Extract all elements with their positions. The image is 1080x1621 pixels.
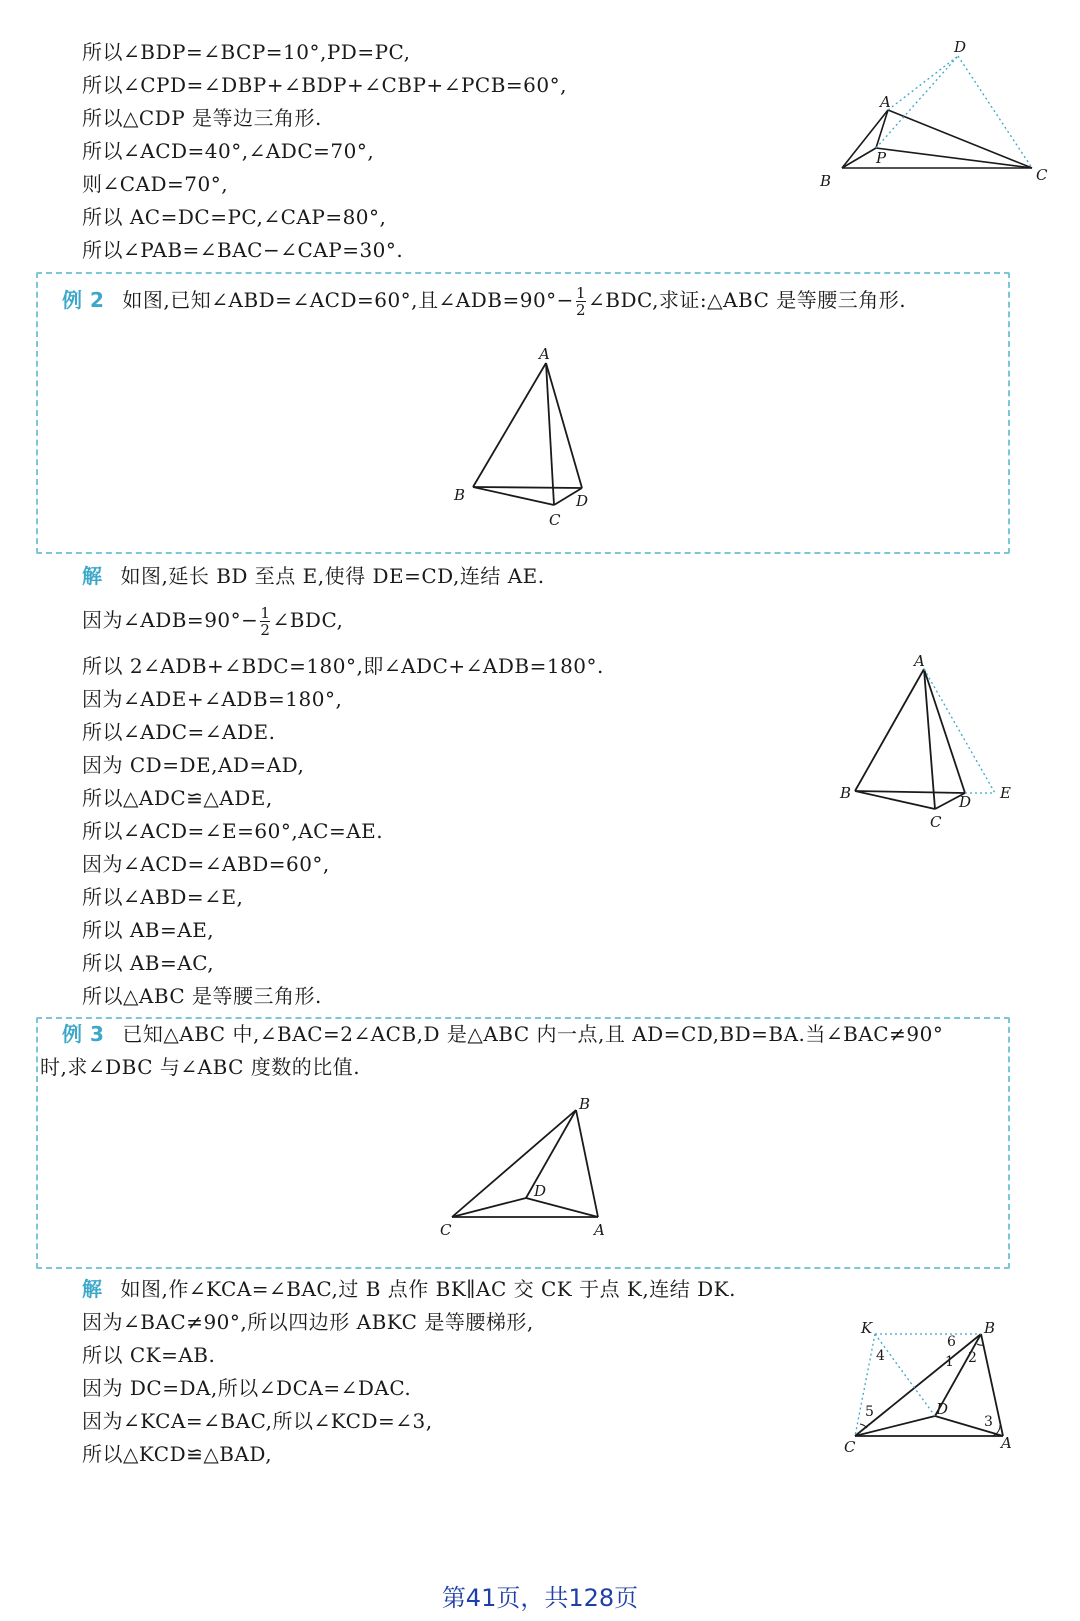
fraction-half: $\frac{1}{2}$ <box>575 284 586 319</box>
example-2-text-before: 如图,已知∠ABD=∠ACD=60°,且∠ADB=90°− <box>122 288 574 312</box>
figure-top <box>820 38 1060 200</box>
figure-solution-3 <box>840 1318 1040 1468</box>
point-label-b: B <box>840 784 852 802</box>
point-label-b: B <box>984 1319 996 1337</box>
text-line: 因为∠ADE+∠ADB=180°, <box>82 687 343 711</box>
text-line: 所以 2∠ADB+∠BDC=180°,即∠ADC+∠ADB=180°. <box>82 654 604 678</box>
angle-label-1: 1 <box>945 1354 954 1370</box>
text-line: 所以 AB=AE, <box>82 918 215 942</box>
segment-dc-dotted <box>958 56 1032 168</box>
text-line: 所以 AB=AC, <box>82 951 215 975</box>
text-line: 因为∠BAC≠90°,所以四边形 ABKC 是等腰梯形, <box>82 1310 534 1334</box>
segment-bd <box>473 487 582 488</box>
point-label-c: C <box>440 1221 452 1239</box>
text-line: 因为∠ACD=∠ABD=60°, <box>82 852 330 876</box>
text-line: 所以∠ADC=∠ADE. <box>82 720 276 744</box>
fraction-half: $\frac{1}{2}$ <box>260 604 271 639</box>
segment-bc <box>473 487 554 505</box>
example-2-statement <box>62 283 906 318</box>
point-label-b: B <box>454 486 466 504</box>
point-label-a: A <box>914 652 925 670</box>
segment-ap <box>876 110 888 148</box>
angle-label-5: 5 <box>865 1404 874 1420</box>
point-label-a: A <box>594 1221 605 1239</box>
segment-kd-dotted <box>875 1334 935 1416</box>
example-2-label: 例 2 <box>62 288 105 312</box>
angle-label-4: 4 <box>876 1348 885 1364</box>
point-label-d: D <box>576 492 589 510</box>
point-label-b: B <box>579 1095 591 1113</box>
text-line: 所以∠CPD=∠DBP+∠BDP+∠CBP+∠PCB=60°, <box>82 73 567 97</box>
point-label-c: C <box>844 1438 856 1456</box>
text-line: 所以△KCD≌△BAD, <box>82 1442 273 1466</box>
solution-2-second: 因为∠ADB=90°− $\frac{1}{2}$ ∠BDC, <box>82 604 344 639</box>
text-line: 所以△ADC≌△ADE, <box>82 786 273 810</box>
example-2-text-after: ∠BDC,求证:△ABC 是等腰三角形. <box>588 288 907 312</box>
example-3-label: 例 3 <box>62 1022 105 1046</box>
segment-bp <box>842 148 876 168</box>
page-number: 第41页，共128页 <box>441 1584 639 1612</box>
solution-3-label: 解 <box>82 1277 103 1301</box>
text-line: 所以 AC=DC=PC,∠CAP=80°, <box>82 205 387 229</box>
text-line: 所以∠ACD=∠E=60°,AC=AE. <box>82 819 384 843</box>
solution-2-first: 解 如图,延长 BD 至点 E,使得 DE=CD,连结 AE. <box>82 564 545 588</box>
point-label-d: D <box>954 38 967 56</box>
text-line: 所以∠ABD=∠E, <box>82 885 244 909</box>
angle-label-6: 6 <box>947 1334 956 1350</box>
figure-solution-2 <box>840 652 1040 835</box>
text-line: 则∠CAD=70°, <box>82 172 229 196</box>
point-label-p: P <box>876 149 887 167</box>
point-label-d: D <box>534 1182 547 1200</box>
text-line: 所以 CK=AB. <box>82 1343 216 1367</box>
segment-ab <box>473 363 546 487</box>
segment-ac <box>924 669 935 809</box>
text-line: 所以∠ACD=40°,∠ADC=70°, <box>82 139 375 163</box>
point-label-a: A <box>539 345 550 363</box>
figure-example-3 <box>436 1092 626 1242</box>
segment-kc-dotted <box>855 1334 875 1436</box>
text-line: 所以∠BDP=∠BCP=10°,PD=PC, <box>82 40 411 64</box>
point-label-b: B <box>820 172 832 190</box>
solution-3-first: 解 如图,作∠KCA=∠BAC,过 B 点作 BK∥AC 交 CK 于点 K,连结 DK. <box>82 1277 736 1301</box>
text-line: 因为 DC=DA,所以∠DCA=∠DAC. <box>82 1376 412 1400</box>
point-label-d: D <box>936 1400 949 1418</box>
segment-bd <box>855 791 965 793</box>
point-label-c: C <box>549 511 561 529</box>
example-3-line-1: 例 3 已知△ABC 中,∠BAC=2∠ACB,D 是△ABC 内一点,且 AD=CD,BD=BA.当∠BAC≠90° <box>62 1022 944 1046</box>
text-line: 所以∠PAB=∠BAC−∠CAP=30°. <box>82 238 404 262</box>
figure-example-2 <box>440 345 610 535</box>
point-label-c: C <box>930 813 942 831</box>
text-line: 所以△ABC 是等腰三角形. <box>82 984 322 1008</box>
point-label-k: K <box>861 1319 873 1337</box>
angle-label-2: 2 <box>968 1350 977 1366</box>
point-label-d: D <box>959 793 972 811</box>
point-label-c: C <box>1036 166 1048 184</box>
angle-label-3: 3 <box>984 1414 993 1430</box>
text-line: 因为 CD=DE,AD=AD, <box>82 753 305 777</box>
segment-ba <box>576 1110 598 1217</box>
solution-2-label: 解 <box>82 564 103 588</box>
point-label-a: A <box>880 93 891 111</box>
text-line: 所以△CDP 是等边三角形. <box>82 106 322 130</box>
segment-ab <box>855 669 924 791</box>
point-label-e: E <box>1000 784 1011 802</box>
text-line: 因为∠KCA=∠BAC,所以∠KCD=∠3, <box>82 1409 433 1433</box>
segment-bc <box>855 791 935 809</box>
segment-ad-dotted <box>888 56 958 110</box>
segment-da <box>526 1198 598 1217</box>
point-label-a: A <box>1001 1434 1012 1452</box>
example-3-line-2: 时,求∠DBC 与∠ABC 度数的比值. <box>40 1055 361 1079</box>
